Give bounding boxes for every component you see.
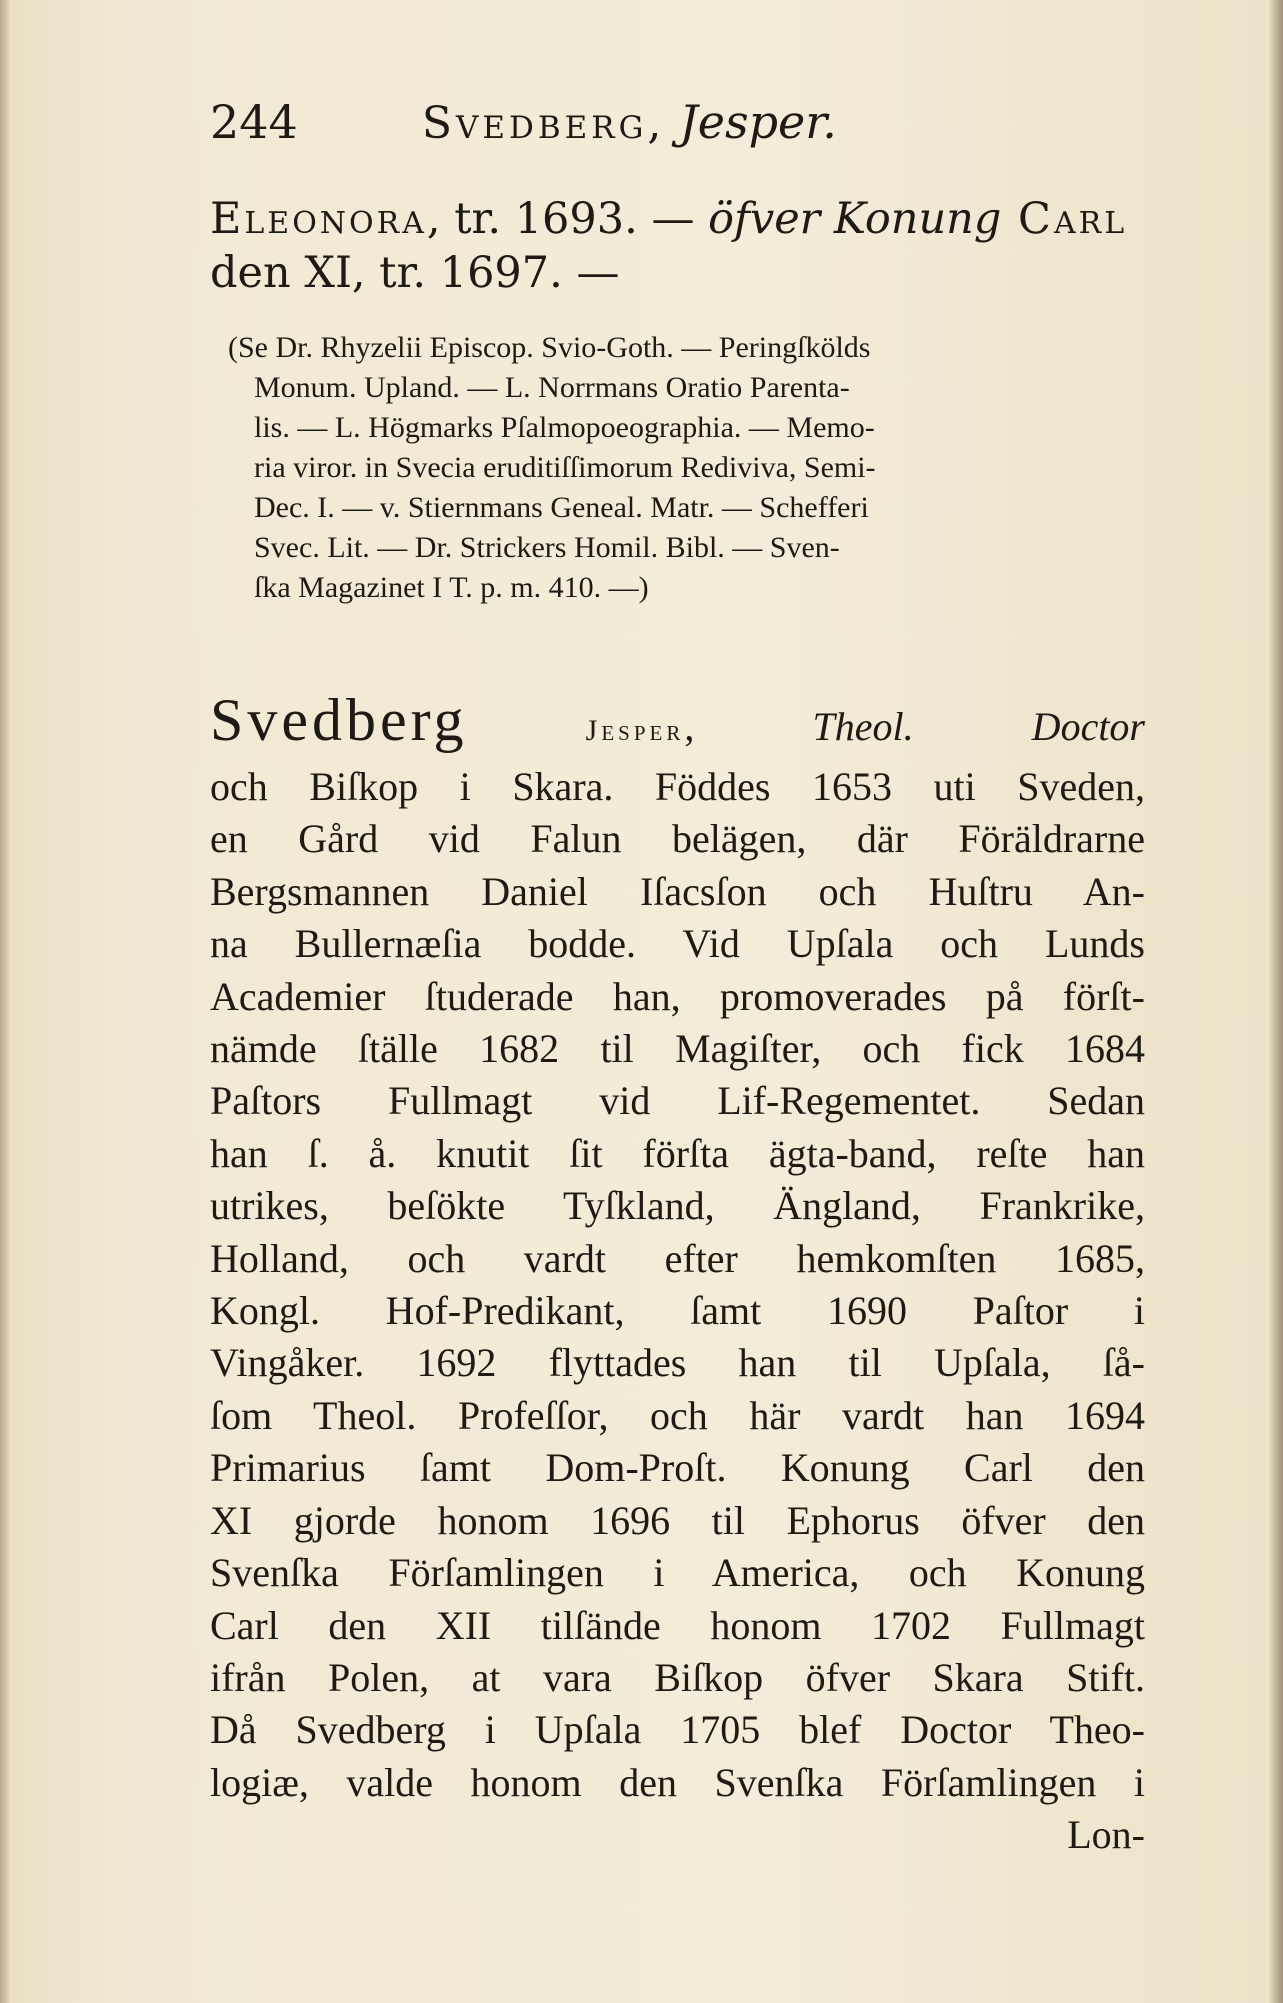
entry-title: Theol. Doctor: [812, 704, 1145, 749]
body-line: Academier ſtuderade han, promoverades på förſt-: [210, 973, 1145, 1019]
entry-name: Svedberg: [210, 687, 468, 753]
ref-line: lis. — L. Högmarks Pſalmopoeographia. — Memo-: [254, 411, 875, 444]
body-line: ſom Theol. Profeſſor, och här vardt han 1694: [210, 1392, 1145, 1438]
catchword: Lon-: [1067, 1812, 1145, 1858]
body-line: en Gård vid Falun belägen, där Föräldrarne: [210, 816, 1145, 862]
page-number: 244: [210, 95, 298, 149]
intro-line-2: den XI, tr. 1697. —: [210, 248, 620, 298]
body-line: logiæ, valde honom den Svenſka Förſamlingen i: [210, 1759, 1145, 1805]
body-line: XI gjorde honom 1696 til Ephorus öfver den: [210, 1497, 1145, 1543]
body-line: utrikes, beſökte Tyſkland, Ängland, Frankrike,: [210, 1183, 1145, 1229]
body-line: Då Svedberg i Upſala 1705 blef Doctor Theo-: [210, 1707, 1145, 1753]
entry-given: Jesper: [585, 714, 685, 747]
body-line: Bergsmannen Daniel Iſacsſon och Huſtru An-: [210, 868, 1145, 914]
body-line: Primarius ſamt Dom-Proſt. Konung Carl den: [210, 1445, 1145, 1491]
body-line: Carl den XII tilſände honom 1702 Fullmagt: [210, 1602, 1145, 1648]
body-line: ifrån Polen, at vara Biſkop öfver Skara Stift.: [210, 1654, 1145, 1700]
body-line: Holland, och vardt efter hemkomſten 1685,: [210, 1235, 1145, 1281]
body-line: Vingåker. 1692 flyttades han til Upſala, ſå-: [210, 1340, 1145, 1386]
page-edge-right: [1269, 0, 1283, 2003]
body-line: Paſtors Fullmagt vid Lif-Regementet. Sedan: [210, 1078, 1145, 1124]
ref-line: (Se Dr. Rhyzelii Episcop. Svio-Goth. — Peringſkölds: [228, 331, 871, 364]
references-block: [228, 328, 1158, 608]
intro-line-1: Eleonora, tr. 1693. — öfver Konung Carl: [210, 194, 1128, 244]
running-header: [210, 92, 1110, 152]
body-line: Kongl. Hof-Predikant, ſamt 1690 Paſtor i: [210, 1288, 1145, 1334]
ref-line: ria viror. in Svecia eruditiſſimorum Rediviva, Semi-: [254, 451, 876, 484]
entry-heading: Svedberg Jesper, Theol. Doctor: [210, 687, 1145, 753]
intro-continuation: [210, 192, 1170, 300]
body-line: nämde ſtälle 1682 til Magiſter, och fick 1684: [210, 1026, 1145, 1072]
header-surname: Svedberg,: [421, 98, 666, 149]
body-line: han ſ. å. knutit ſit förſta ägta-band, reſte han: [210, 1130, 1145, 1176]
ref-line: ſka Magazinet I T. p. m. 410. —): [254, 571, 649, 604]
entry-body: [210, 687, 1145, 1862]
body-line: Svenſka Förſamlingen i America, och Konung: [210, 1550, 1145, 1596]
body-line: och Biſkop i Skara. Föddes 1653 uti Sveden,: [210, 764, 1145, 809]
ref-line: Dec. I. — v. Stiernmans Geneal. Matr. — Schefferi: [254, 491, 869, 524]
body-line: na Bullernæſia bodde. Vid Upſala och Lunds: [210, 921, 1145, 967]
page-edge-left: [0, 0, 10, 2003]
header-given-name: Jesper.: [679, 95, 837, 149]
ref-line: Svec. Lit. — Dr. Strickers Homil. Bibl. — Sven-: [254, 531, 840, 564]
ref-line: Monum. Upland. — L. Norrmans Oratio Parenta-: [254, 371, 850, 404]
